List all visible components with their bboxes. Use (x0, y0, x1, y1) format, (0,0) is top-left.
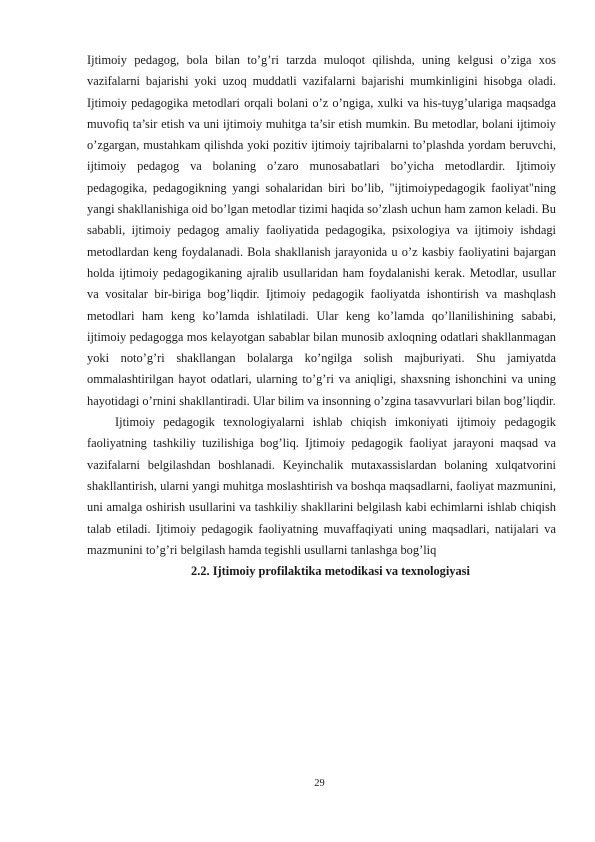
paragraph-1: Ijtimoiy pedagog, bola bilan to’g’ri tarzda muloqot qilishda, uning kelgusi o’ziga xos vazifalarni bajarishi yoki uzoq muddatli vazifalarni bajarishi mumkinligini hisobga oladi. Ijtimoiy pedagogika metodlari orqali bolani o’z o’ngiga, xulki va his-tuyg’ulariga maqsadga muvofiq ta’sir etish va uni ijtimoiy muhitga ta’sir etish mumkin. Bu metodlar, bolani ijtimoiy o’zgargan, mustahkam qilishda yoki pozitiv ijtimoiy tajribalarni to’plashda yordam beruvchi, ijtimoiy pedagog va bolaning o’zaro munosabatlari bo’yicha metodlardir. Ijtimoiy pedagogika, pedagogikning yangi sohalaridan biri bo’lib, "ijtimoiypedagogik faoliyat"ning yangi shakllanishiga oid bo’lgan metodlar tizimi haqida so’zlash uchun ham zamon keladi. Bu sababli, ijtimoiy pedagog amaliy faoliyatida pedagogika, psixologiya va ijtimoiy ishdagi metodlardan keng foydalanadi. Bola shakllanish jarayonida u o’z kasbiy faoliyatini bajargan holda ijtimoiy pedagogikaning ajralib usullaridan ham foydalanishi kerak. Metodlar, usullar va vositalar bir-biriga bog’liqdir. Ijtimoiy pedagogik faoliyatda ishontirish va mashqlash metodlari ham keng ko’lamda ishlatiladi. Ular keng ko’lamda qo’llanilishining sababi, ijtimoiy pedagogga mos kelayotgan sabablar bilan munosib axloqning odatlari shakllanmagan yoki noto’g’ri shakllangan bolalarga ko’ngilga solish majburiyati. Shu jamiyatda ommalashtirilgan hayot odatlari, ularning to’g’ri va aniqligi, shaxsning ishonchini va uning hayotidagi o’rnini shakllantiradi. Ular bilim va insonning o’zgina tasavvurlari bilan bog’liqdir. (87, 53, 556, 408)
section-heading: 2.2. Ijtimoiy profilaktika metodikasi va texnologiyasi (191, 564, 470, 579)
body-text (87, 50, 556, 582)
paragraph-2: Ijtimoiy pedagogik texnologiyalarni ishlab chiqish imkoniyati ijtimoiy pedagogik faoliyatning tashkiliy tuzilishiga bog’liq. Ijtimoiy pedagogik faoliyat jarayoni maqsad va vazifalarni belgilashdan boshlanadi. Keyinchalik mutaxassislardan bolaning xulqatvorini shakllantirish, ularni yangi muhitga moslashtirish va boshqa maqsadlarni, faoliyat mazmunini, uni amalga oshirish usullarini va tashkiliy shakllarini belgilash kabi echimlarni ishlab chiqish talab etiladi. Ijtimoiy pedagogik faoliyatning muvaffaqiyati uning maqsadlari, natijalari va mazmunini to’g’ri belgilash hamda tegishli usullarni tanlashga bog’liq (87, 415, 556, 557)
page-number: 29 (314, 778, 325, 789)
